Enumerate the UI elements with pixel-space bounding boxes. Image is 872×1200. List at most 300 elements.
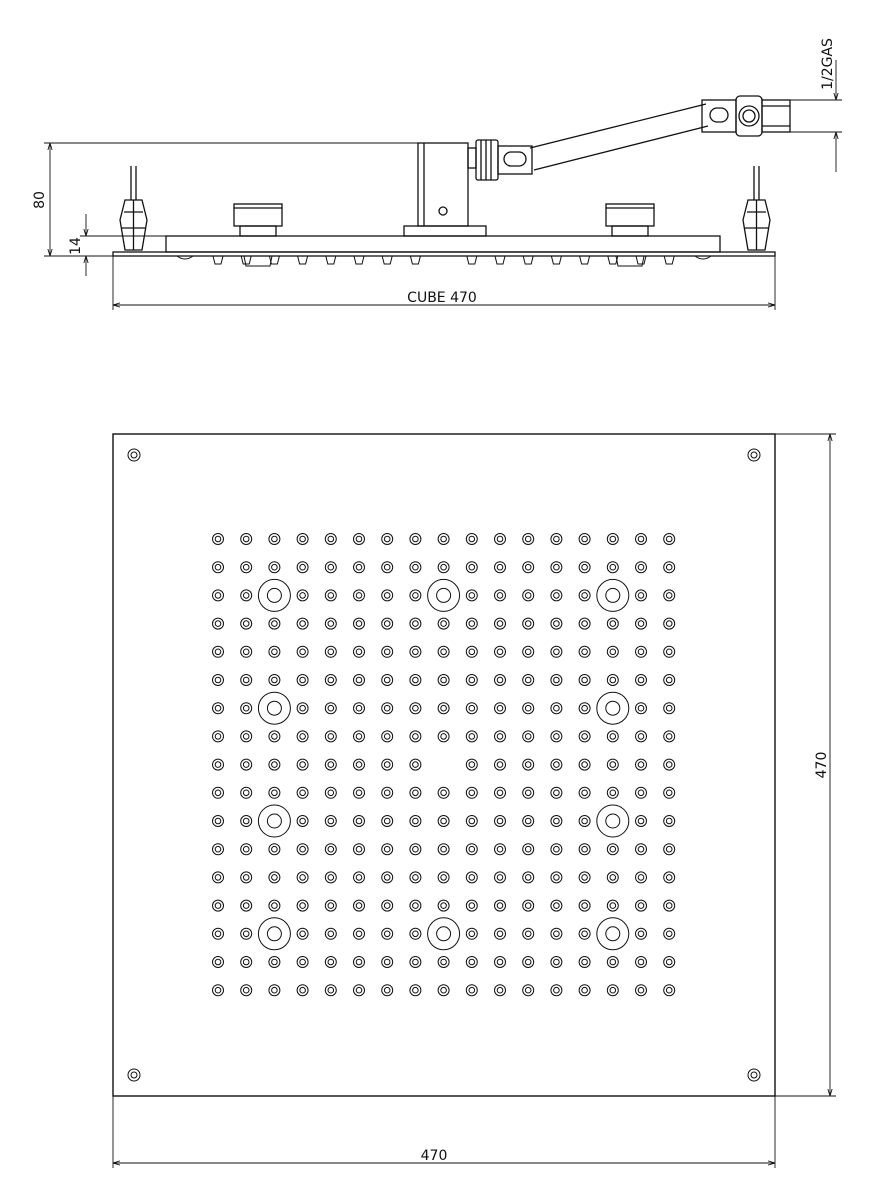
nozzle [213, 985, 224, 996]
nozzle [636, 590, 647, 601]
front-width-label: 470 [420, 1148, 448, 1164]
nozzle [551, 759, 562, 770]
nozzle [466, 872, 477, 883]
nozzle [354, 534, 365, 545]
nozzle [241, 985, 252, 996]
large-nozzle [597, 805, 629, 837]
nozzle [325, 534, 336, 545]
nozzle [241, 703, 252, 714]
nozzle [213, 590, 224, 601]
nozzle [466, 618, 477, 629]
nozzle [664, 928, 675, 939]
nozzle [438, 900, 449, 911]
nozzle [664, 816, 675, 827]
nozzle [523, 816, 534, 827]
nozzle [325, 872, 336, 883]
nozzle [297, 759, 308, 770]
nozzle [213, 675, 224, 686]
nozzle [466, 534, 477, 545]
nozzle [551, 618, 562, 629]
nozzle [382, 675, 393, 686]
side-nozzle [551, 256, 561, 264]
side-nozzle [495, 256, 505, 264]
nozzle [269, 534, 280, 545]
side-nozzle [326, 256, 336, 264]
nozzle [523, 872, 534, 883]
large-nozzle [428, 579, 460, 611]
side-nozzle [664, 256, 674, 264]
nozzle [607, 675, 618, 686]
nozzle [297, 900, 308, 911]
swivel-connector [476, 140, 532, 180]
nozzle [382, 731, 393, 742]
nozzle [551, 703, 562, 714]
nozzle [523, 618, 534, 629]
nozzle [466, 900, 477, 911]
nozzle [297, 928, 308, 939]
nozzle [607, 759, 618, 770]
nozzle [269, 844, 280, 855]
nozzle [213, 731, 224, 742]
nozzle [466, 703, 477, 714]
nozzle [213, 618, 224, 629]
nozzle [579, 900, 590, 911]
nozzle [297, 957, 308, 968]
nozzle [382, 844, 393, 855]
nozzle [382, 787, 393, 798]
left-knob [234, 204, 282, 236]
nozzle [664, 562, 675, 573]
nozzle [579, 646, 590, 657]
side-dimensions [44, 60, 842, 310]
nozzle [297, 618, 308, 629]
nozzle [325, 590, 336, 601]
nozzle [466, 675, 477, 686]
nozzle [466, 787, 477, 798]
nozzle [495, 675, 506, 686]
nozzle [466, 816, 477, 827]
side-nozzles [177, 256, 711, 266]
nozzle [269, 985, 280, 996]
nozzle [241, 759, 252, 770]
nozzle [213, 534, 224, 545]
nozzle [607, 957, 618, 968]
nozzle [664, 590, 675, 601]
nozzle [213, 646, 224, 657]
nozzle [325, 816, 336, 827]
nozzle [354, 985, 365, 996]
nozzle [297, 844, 308, 855]
nozzle [607, 646, 618, 657]
nozzle [354, 646, 365, 657]
nozzle [213, 562, 224, 573]
nozzle [607, 562, 618, 573]
nozzle [664, 759, 675, 770]
nozzle [636, 759, 647, 770]
nozzle [354, 957, 365, 968]
nozzle [466, 759, 477, 770]
front-height-label: 470 [814, 751, 830, 779]
nozzle [523, 675, 534, 686]
nozzle [579, 590, 590, 601]
nozzle-grid [213, 534, 675, 996]
nozzle [325, 957, 336, 968]
nozzle [325, 900, 336, 911]
nozzle [607, 844, 618, 855]
nozzle [410, 675, 421, 686]
nozzle [551, 787, 562, 798]
nozzle [438, 562, 449, 573]
side-plate-top [166, 236, 720, 252]
nozzle [269, 618, 280, 629]
corner-screw-bl [128, 1069, 140, 1081]
left-mounting-pin [120, 166, 147, 250]
nozzle [325, 731, 336, 742]
nozzle [551, 900, 562, 911]
nozzle [269, 731, 280, 742]
side-nozzle [298, 256, 308, 264]
nozzle [551, 816, 562, 827]
nozzle [551, 646, 562, 657]
large-nozzle [597, 918, 629, 950]
nozzle [297, 816, 308, 827]
nozzle [297, 731, 308, 742]
nozzle [636, 872, 647, 883]
nozzle [579, 703, 590, 714]
nozzle [269, 957, 280, 968]
nozzle [241, 957, 252, 968]
nozzle [354, 844, 365, 855]
nozzle [466, 590, 477, 601]
nozzle [213, 816, 224, 827]
nozzle [636, 900, 647, 911]
nozzle [636, 562, 647, 573]
nozzle [297, 787, 308, 798]
side-nozzle [410, 256, 420, 264]
nozzle [354, 787, 365, 798]
nozzle [636, 703, 647, 714]
nozzle [410, 844, 421, 855]
nozzle [297, 534, 308, 545]
nozzle [354, 731, 365, 742]
nozzle [579, 534, 590, 545]
nozzle [438, 844, 449, 855]
nozzle [241, 816, 252, 827]
side-nozzle [523, 256, 533, 264]
nozzle [241, 844, 252, 855]
nozzle [325, 928, 336, 939]
nozzle [382, 957, 393, 968]
nozzle [551, 985, 562, 996]
side-nozzle [636, 256, 646, 264]
nozzle [664, 703, 675, 714]
nozzle [269, 900, 280, 911]
nozzle [213, 928, 224, 939]
large-nozzle [258, 579, 290, 611]
nozzle [325, 759, 336, 770]
nozzle [551, 534, 562, 545]
nozzle [495, 844, 506, 855]
nozzle [607, 618, 618, 629]
nozzle [579, 844, 590, 855]
nozzle [269, 787, 280, 798]
nozzle [325, 844, 336, 855]
nozzle [410, 759, 421, 770]
nozzle [495, 787, 506, 798]
nozzle [382, 618, 393, 629]
nozzle [523, 534, 534, 545]
nozzle [410, 590, 421, 601]
nozzle [664, 844, 675, 855]
side-nozzle [354, 256, 364, 264]
nozzle [241, 675, 252, 686]
side-plate-label: 14 [68, 237, 84, 255]
nozzle [325, 703, 336, 714]
nozzle [297, 562, 308, 573]
nozzle [495, 731, 506, 742]
nozzle [495, 646, 506, 657]
large-nozzle [258, 805, 290, 837]
nozzle [466, 646, 477, 657]
nozzle [410, 618, 421, 629]
nozzle [664, 900, 675, 911]
nozzle [523, 646, 534, 657]
nozzle [607, 787, 618, 798]
nozzle [269, 562, 280, 573]
nozzle [607, 872, 618, 883]
nozzle [636, 787, 647, 798]
nozzle [579, 562, 590, 573]
nozzle [354, 675, 365, 686]
nozzle [466, 562, 477, 573]
nozzle [636, 957, 647, 968]
nozzle [297, 646, 308, 657]
nozzle [382, 590, 393, 601]
nozzle [495, 816, 506, 827]
nozzle [382, 900, 393, 911]
nozzle [664, 787, 675, 798]
nozzle [438, 872, 449, 883]
nozzle [410, 928, 421, 939]
nozzle [410, 562, 421, 573]
nozzle [410, 816, 421, 827]
front-view [113, 434, 775, 1096]
nozzle [636, 731, 647, 742]
nozzle [213, 759, 224, 770]
nozzle [325, 562, 336, 573]
nozzle [438, 534, 449, 545]
nozzle [551, 731, 562, 742]
nozzle [495, 900, 506, 911]
nozzle [495, 618, 506, 629]
nozzle [523, 759, 534, 770]
nozzle [579, 957, 590, 968]
nozzle [410, 787, 421, 798]
nozzle [354, 900, 365, 911]
nozzle [636, 534, 647, 545]
nozzle [579, 816, 590, 827]
nozzle [523, 844, 534, 855]
corner-screw-tl [128, 449, 140, 461]
nozzle [269, 872, 280, 883]
right-knob [606, 204, 654, 236]
nozzle [636, 816, 647, 827]
nozzle [664, 872, 675, 883]
nozzle [438, 787, 449, 798]
side-nozzle [213, 256, 223, 264]
side-height-label: 80 [32, 191, 48, 209]
nozzle [354, 618, 365, 629]
nozzle [354, 703, 365, 714]
nozzle [410, 985, 421, 996]
corner-screw-tr [748, 449, 760, 461]
nozzle [579, 618, 590, 629]
nozzle [269, 675, 280, 686]
nozzle [213, 844, 224, 855]
nozzle [382, 646, 393, 657]
nozzle [636, 985, 647, 996]
nozzle [269, 759, 280, 770]
nozzle [438, 703, 449, 714]
nozzle [607, 900, 618, 911]
nozzle [551, 957, 562, 968]
nozzle [410, 957, 421, 968]
nozzle [354, 562, 365, 573]
large-nozzle [258, 918, 290, 950]
nozzle [523, 928, 534, 939]
nozzle [382, 985, 393, 996]
nozzle [523, 731, 534, 742]
nozzle [382, 816, 393, 827]
nozzle [551, 675, 562, 686]
nozzle [241, 646, 252, 657]
nozzle [438, 675, 449, 686]
nozzle [523, 787, 534, 798]
nozzle [495, 872, 506, 883]
nozzle [579, 675, 590, 686]
nozzle [354, 590, 365, 601]
nozzle [466, 928, 477, 939]
nozzle [297, 675, 308, 686]
nozzle [241, 618, 252, 629]
nozzle [466, 844, 477, 855]
nozzle [241, 590, 252, 601]
large-nozzle [597, 692, 629, 724]
nozzle [523, 957, 534, 968]
nozzle [664, 985, 675, 996]
nozzle [213, 703, 224, 714]
thread-label: 1/2GAS [820, 38, 836, 90]
ceiling-bracket [404, 143, 486, 236]
nozzle [269, 646, 280, 657]
nozzle [523, 562, 534, 573]
nozzle [297, 590, 308, 601]
nozzle [354, 759, 365, 770]
nozzle [551, 844, 562, 855]
nozzle [523, 985, 534, 996]
large-nozzle [258, 692, 290, 724]
side-view [113, 96, 790, 266]
nozzle [636, 844, 647, 855]
nozzle [410, 646, 421, 657]
nozzle [607, 985, 618, 996]
nozzle [213, 787, 224, 798]
nozzle [241, 534, 252, 545]
side-width-label: CUBE 470 [407, 290, 477, 306]
nozzle [382, 928, 393, 939]
nozzle [354, 816, 365, 827]
nozzle [551, 562, 562, 573]
nozzle [438, 731, 449, 742]
nozzle [438, 816, 449, 827]
nozzle [325, 787, 336, 798]
nozzle [438, 985, 449, 996]
side-nozzle [382, 256, 392, 264]
nozzle [495, 534, 506, 545]
nozzle [438, 957, 449, 968]
nozzle [466, 985, 477, 996]
nozzle [241, 562, 252, 573]
nozzle [354, 928, 365, 939]
corner-screw-br [748, 1069, 760, 1081]
nozzle [213, 900, 224, 911]
nozzle [495, 759, 506, 770]
nozzle [579, 787, 590, 798]
nozzle [438, 646, 449, 657]
nozzle [495, 562, 506, 573]
nozzle [382, 759, 393, 770]
nozzle [241, 900, 252, 911]
nozzle [579, 759, 590, 770]
nozzle [297, 703, 308, 714]
nozzle [636, 928, 647, 939]
nozzle [664, 957, 675, 968]
nozzle [382, 703, 393, 714]
side-nozzle [580, 256, 590, 264]
nozzle [664, 618, 675, 629]
nozzle [636, 646, 647, 657]
large-nozzle [428, 918, 460, 950]
nozzle [297, 872, 308, 883]
nozzle [579, 731, 590, 742]
nozzle [495, 928, 506, 939]
nozzle [241, 787, 252, 798]
nozzle [551, 872, 562, 883]
nozzle [241, 928, 252, 939]
nozzle [523, 900, 534, 911]
nozzle [495, 985, 506, 996]
nozzle [664, 731, 675, 742]
nozzle [410, 703, 421, 714]
shower-arm [530, 96, 790, 170]
nozzle [410, 900, 421, 911]
nozzle [523, 703, 534, 714]
nozzle [607, 731, 618, 742]
nozzle [325, 675, 336, 686]
nozzle [579, 872, 590, 883]
nozzle [495, 957, 506, 968]
nozzle [664, 534, 675, 545]
nozzle [495, 590, 506, 601]
nozzle [213, 957, 224, 968]
nozzle [325, 646, 336, 657]
nozzle [325, 985, 336, 996]
nozzle [410, 872, 421, 883]
nozzle [382, 562, 393, 573]
nozzle [664, 646, 675, 657]
side-nozzle [241, 256, 251, 264]
nozzle [354, 872, 365, 883]
